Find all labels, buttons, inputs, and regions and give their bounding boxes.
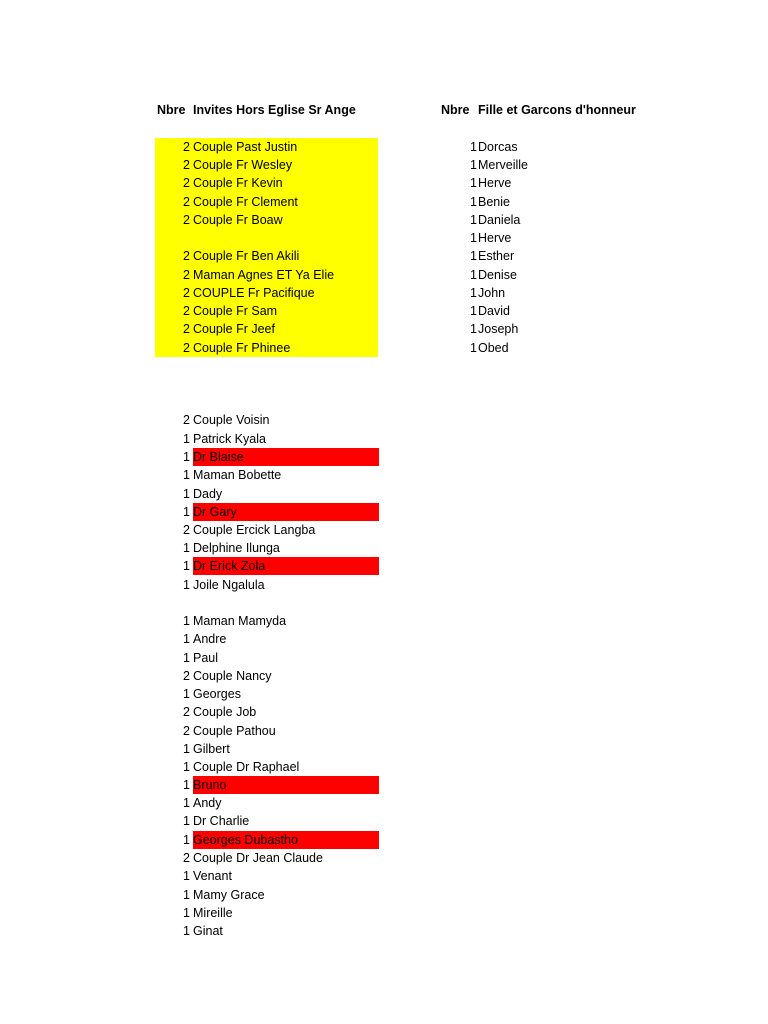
guest-name: Herve [478,231,512,245]
guest-count: 1 [183,578,190,592]
guest-name: Venant [193,869,232,883]
guest-name: Mamy Grace [193,888,265,902]
guest-name: Herve [478,176,512,190]
guest-count: 2 [183,724,190,738]
right-title-header: Fille et Garcons d'honneur [478,103,636,117]
guest-name: Couple Dr Raphael [193,760,300,774]
guest-count: 1 [183,632,190,646]
guest-count: 1 [470,304,477,318]
guest-name: Andre [193,632,227,646]
guest-count: 1 [470,268,477,282]
guest-name: Couple Job [193,705,257,719]
guest-name: Esther [478,249,515,263]
guest-count: 2 [183,851,190,865]
guest-count: 1 [183,778,190,792]
guest-name: Couple Fr Kevin [193,176,283,190]
guest-name: Mireille [193,906,233,920]
guest-count: 2 [183,158,190,172]
right-nbre-header: Nbre [441,103,470,117]
guest-count: 1 [183,687,190,701]
guest-name: Couple Fr Boaw [193,213,283,227]
guest-count: 1 [183,505,190,519]
guest-count: 1 [183,614,190,628]
guest-count: 1 [183,541,190,555]
guest-name: Couple Voisin [193,413,270,427]
guest-name: COUPLE Fr Pacifique [193,286,315,300]
guest-count: 2 [183,341,190,355]
guest-count: 2 [183,322,190,336]
guest-name: Joile Ngalula [193,578,265,592]
guest-count: 2 [183,268,190,282]
guest-count: 2 [183,523,190,537]
guest-count: 1 [470,322,477,336]
guest-name: Dr Charlie [193,814,250,828]
guest-count: 1 [183,796,190,810]
guest-count: 1 [183,742,190,756]
guest-name: Merveille [478,158,529,172]
guest-name: Couple Fr Clement [193,195,298,209]
guest-name: Dorcas [478,140,518,154]
guest-name: Couple Fr Phinee [193,341,291,355]
left-nbre-header: Nbre [157,103,186,117]
guest-count: 2 [183,286,190,300]
guest-count: 2 [183,304,190,318]
guest-count: 2 [183,705,190,719]
guest-name-highlighted: Georges Dubastho [193,831,379,849]
guest-count: 1 [183,924,190,938]
guest-count: 1 [183,651,190,665]
guest-name: Couple Pathou [193,724,276,738]
guest-name: Ginat [193,924,223,938]
guest-count: 1 [183,487,190,501]
guest-name: Joseph [478,322,519,336]
guest-count: 2 [183,176,190,190]
guest-count: 2 [183,140,190,154]
guest-name: John [478,286,506,300]
guest-count: 1 [183,888,190,902]
guest-name: Obed [478,341,509,355]
guest-name: Georges [193,687,241,701]
guest-name-highlighted: Dr Gary [193,503,379,521]
guest-name: Couple Fr Sam [193,304,278,318]
guest-name: Paul [193,651,219,665]
guest-count: 1 [183,869,190,883]
guest-count: 1 [470,213,477,227]
guest-count: 2 [183,249,190,263]
guest-name: Couple Fr Ben Akili [193,249,300,263]
guest-count: 1 [470,341,477,355]
guest-name: Andy [193,796,222,810]
guest-count: 1 [183,906,190,920]
guest-name: Couple Nancy [193,669,272,683]
guest-name: Maman Agnes ET Ya Elie [193,268,335,282]
guest-name: Couple Fr Jeef [193,322,275,336]
guest-count: 1 [470,286,477,300]
guest-name: Couple Ercick Langba [193,523,316,537]
guest-name: Patrick Kyala [193,432,266,446]
guest-name: Maman Bobette [193,468,282,482]
guest-count: 1 [470,249,477,263]
guest-name: Daniela [478,213,521,227]
guest-name: Benie [478,195,510,209]
guest-name: Delphine Ilunga [193,541,280,555]
guest-name: Denise [478,268,517,282]
guest-count: 1 [183,468,190,482]
guest-name: Maman Mamyda [193,614,287,628]
guest-name: Couple Fr Wesley [193,158,293,172]
guest-count: 1 [470,140,477,154]
guest-name: Gilbert [193,742,230,756]
guest-count: 1 [183,814,190,828]
guest-name: David [478,304,510,318]
guest-count: 1 [183,833,190,847]
guest-count: 1 [183,760,190,774]
guest-count: 1 [470,195,477,209]
guest-count: 2 [183,669,190,683]
guest-name: Couple Dr Jean Claude [193,851,323,865]
left-title-header: Invites Hors Eglise Sr Ange [193,103,356,117]
guest-count: 1 [470,176,477,190]
guest-name: Couple Past Justin [193,140,298,154]
guest-count: 2 [183,413,190,427]
guest-name-highlighted: Dr Erick Zola [193,557,379,575]
guest-count: 1 [183,450,190,464]
guest-name: Dady [193,487,223,501]
guest-count: 2 [183,213,190,227]
guest-count: 2 [183,195,190,209]
guest-count: 1 [183,432,190,446]
guest-name-highlighted: Bruno [193,776,379,794]
guest-count: 1 [183,559,190,573]
guest-count: 1 [470,158,477,172]
guest-count: 1 [470,231,477,245]
guest-name-highlighted: Dr Blaise [193,448,379,466]
